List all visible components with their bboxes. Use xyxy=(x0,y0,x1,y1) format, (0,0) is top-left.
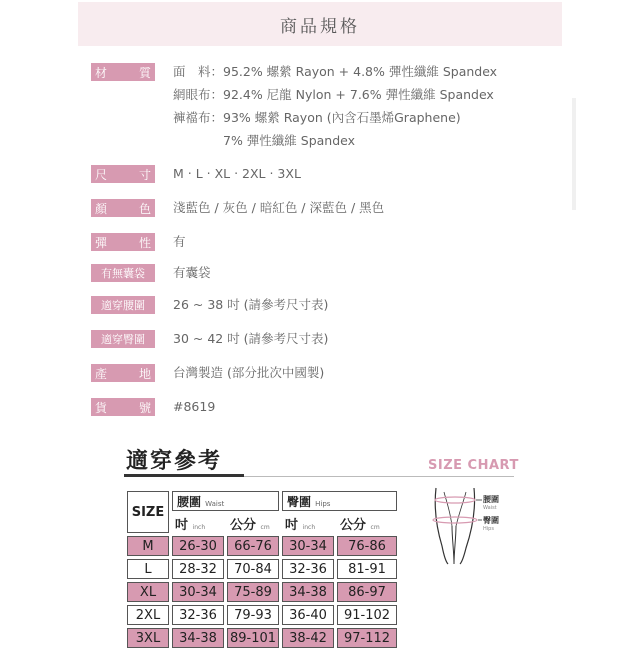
table-row xyxy=(127,536,397,556)
hip-cm-cell: 76-86 xyxy=(337,536,397,556)
material-line: 褲襠布：93% 螺縈 Rayon (內含石墨烯Graphene) xyxy=(173,110,461,125)
spec-row-elastic xyxy=(91,233,186,253)
spec-row-origin xyxy=(91,364,324,384)
waist-cm-cell: 66-76 xyxy=(227,536,279,556)
table-header-row xyxy=(127,491,397,511)
divider-accent xyxy=(124,474,244,477)
hip-cm-cell: 91-102 xyxy=(337,605,397,625)
pouch-value: 有囊袋 xyxy=(173,265,211,280)
waist-head-sub: Waist xyxy=(205,499,225,508)
waist-value: 26 ~ 38 吋 (請參考尺寸表) xyxy=(173,297,329,312)
unit-cm-sub: cm xyxy=(370,524,380,531)
table-row xyxy=(127,559,397,579)
size-head: SIZE xyxy=(127,491,169,533)
hip-head-sub: Hips xyxy=(315,499,331,508)
unit-inch xyxy=(282,514,334,533)
figure-hip-sub: Hips xyxy=(483,526,494,532)
waist-head xyxy=(172,491,279,511)
label-char: 號 xyxy=(138,400,151,415)
waist-inch-cell: 32-36 xyxy=(172,605,224,625)
waist-inch-cell: 30-34 xyxy=(172,582,224,602)
label-char: 材 xyxy=(95,65,108,80)
page-title: 商品規格 xyxy=(280,16,360,37)
spec-row-hip xyxy=(91,330,328,350)
unit-inch-label: 吋 xyxy=(285,518,299,533)
size-cell: 3XL xyxy=(127,628,169,648)
spec-row-pouch xyxy=(91,264,211,284)
spec-row-size xyxy=(91,165,301,185)
spec-label-color xyxy=(91,199,155,217)
spec-row-material xyxy=(91,63,497,152)
label-char: 地 xyxy=(138,366,151,381)
figure-hip-text: 臀圍 xyxy=(483,516,499,525)
spec-label-elastic xyxy=(91,233,155,251)
hip-head xyxy=(282,491,397,511)
spec-row-color xyxy=(91,199,384,219)
spec-row-sku xyxy=(91,398,215,418)
figure-hip-label xyxy=(483,516,499,534)
spec-row-waist xyxy=(91,296,328,316)
waist-cm-cell: 89-101 xyxy=(227,628,279,648)
unit-cm-label: 公分 xyxy=(340,518,367,533)
waist-inch-cell: 28-32 xyxy=(172,559,224,579)
elastic-value: 有 xyxy=(173,234,186,249)
label-char: 貨 xyxy=(95,400,108,415)
waist-cm-cell: 79-93 xyxy=(227,605,279,625)
label-char: 寸 xyxy=(138,167,151,182)
hip-inch-cell: 30-34 xyxy=(282,536,334,556)
size-cell: L xyxy=(127,559,169,579)
size-cell: M xyxy=(127,536,169,556)
color-value: 淺藍色 / 灰色 / 暗紅色 / 深藍色 / 黑色 xyxy=(173,200,385,215)
hip-head-label: 臀圍 xyxy=(287,494,312,509)
label-char: 顏 xyxy=(95,201,108,216)
size-chart-label: SIZE CHART xyxy=(428,458,519,473)
material-line: 網眼布：92.4% 尼龍 Nylon + 7.6% 彈性纖維 Spandex xyxy=(173,87,494,102)
spec-label-origin xyxy=(91,364,155,382)
unit-cm xyxy=(227,514,279,533)
hip-inch-cell: 36-40 xyxy=(282,605,334,625)
unit-cm xyxy=(337,514,397,533)
legs-outline-icon xyxy=(430,486,520,566)
unit-inch-label: 吋 xyxy=(175,518,189,533)
hip-cm-cell: 97-112 xyxy=(337,628,397,648)
spec-label-hip: 適穿臀圍 xyxy=(91,330,155,348)
material-line: 7% 彈性纖維 Spandex xyxy=(173,133,356,148)
waist-head-label: 腰圍 xyxy=(177,494,202,509)
body-figure xyxy=(430,486,520,566)
spec-header xyxy=(78,2,562,46)
figure-waist-label xyxy=(483,495,499,513)
label-char: 彈 xyxy=(95,235,108,250)
spec-label-pouch: 有無囊袋 xyxy=(91,264,155,282)
size-cell: XL xyxy=(127,582,169,602)
scrollbar[interactable] xyxy=(572,98,576,210)
size-value: M ‧ L ‧ XL ‧ 2XL ‧ 3XL xyxy=(173,166,301,181)
waist-inch-cell: 34-38 xyxy=(172,628,224,648)
waist-cm-cell: 75-89 xyxy=(227,582,279,602)
figure-waist-text: 腰圍 xyxy=(483,495,499,504)
hip-inch-cell: 32-36 xyxy=(282,559,334,579)
spec-label-size xyxy=(91,165,155,183)
hip-cm-cell: 81-91 xyxy=(337,559,397,579)
label-char: 產 xyxy=(95,366,108,381)
origin-value: 台灣製造 (部分批次中國製) xyxy=(173,365,325,380)
waist-cm-cell: 70-84 xyxy=(227,559,279,579)
hip-inch-cell: 34-38 xyxy=(282,582,334,602)
sku-value: #8619 xyxy=(173,399,216,414)
table-row xyxy=(127,605,397,625)
size-cell: 2XL xyxy=(127,605,169,625)
unit-inch xyxy=(172,514,224,533)
unit-cm-sub: cm xyxy=(260,524,270,531)
spec-label-sku xyxy=(91,398,155,416)
fit-title: 適穿參考 xyxy=(126,449,223,474)
table-row xyxy=(127,582,397,602)
waist-inch-cell: 26-30 xyxy=(172,536,224,556)
figure-waist-sub: Waist xyxy=(483,505,497,511)
unit-inch-sub: inch xyxy=(192,524,206,531)
material-lines xyxy=(173,60,497,152)
spec-label-material xyxy=(91,63,155,81)
size-table xyxy=(124,488,400,651)
unit-cm-label: 公分 xyxy=(230,518,257,533)
label-char: 尺 xyxy=(95,167,108,182)
hip-value: 30 ~ 42 吋 (請參考尺寸表) xyxy=(173,331,329,346)
hip-inch-cell: 38-42 xyxy=(282,628,334,648)
unit-inch-sub: inch xyxy=(302,524,316,531)
spec-label-waist: 適穿腰圍 xyxy=(91,296,155,314)
label-char: 色 xyxy=(138,201,151,216)
label-char: 質 xyxy=(138,65,151,80)
table-row xyxy=(127,628,397,648)
label-char: 性 xyxy=(138,235,151,250)
material-line: 面 料：95.2% 螺縈 Rayon + 4.8% 彈性纖維 Spandex xyxy=(173,64,498,79)
hip-cm-cell: 86-97 xyxy=(337,582,397,602)
